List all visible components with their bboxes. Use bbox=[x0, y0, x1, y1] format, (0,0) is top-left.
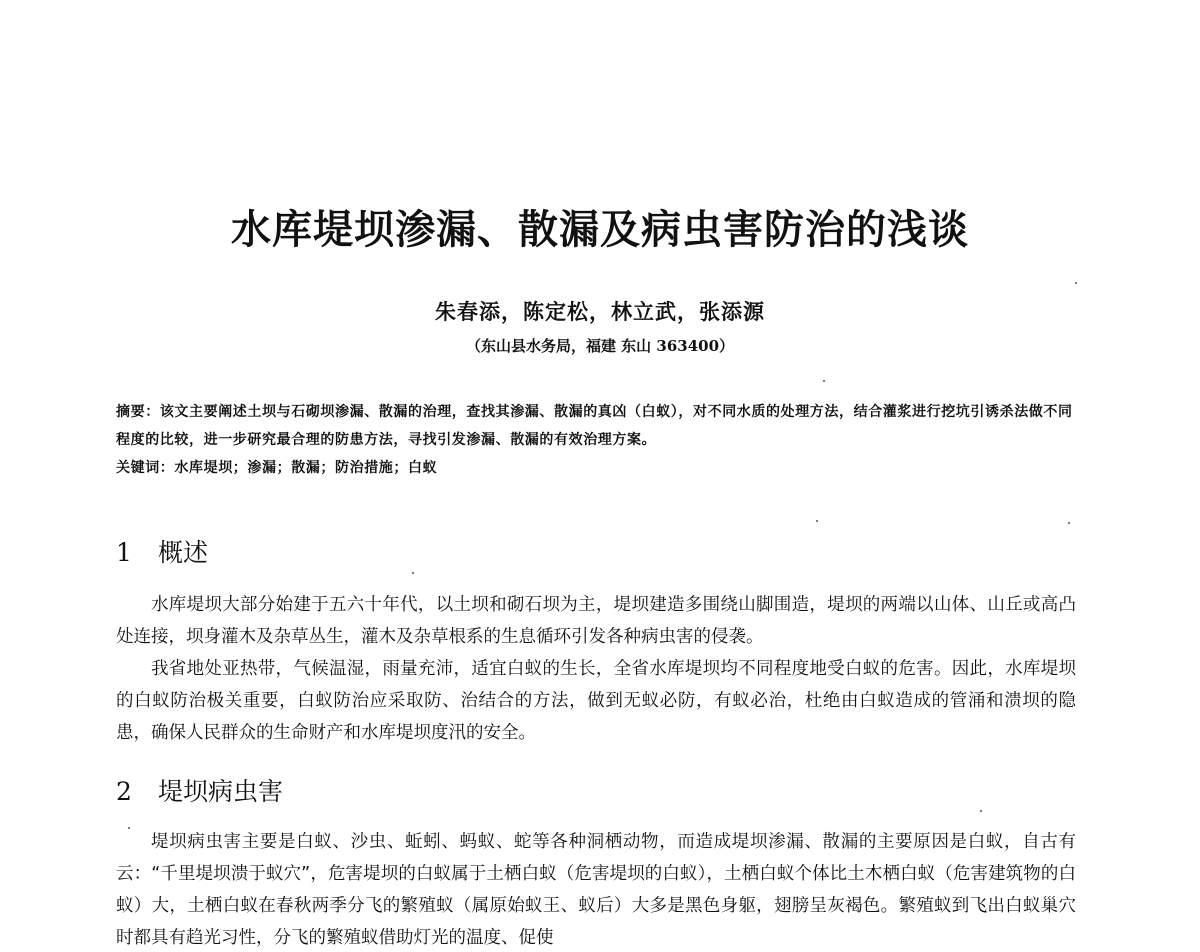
abstract-paragraph bbox=[116, 398, 1076, 454]
keywords-label: 关键词： bbox=[116, 460, 175, 476]
scan-speck bbox=[980, 810, 982, 812]
section-heading-1 bbox=[116, 536, 208, 570]
body-paragraph: 我省地处亚热带，气候温湿，雨量充沛，适宜白蚁的生长，全省水库堤坝均不同程度地受白蚁的危害。因此，水库堤坝的白蚁防治极关重要，白蚁防治应采取防、治结合的方法，做到无蚁必防，有蚁必治，杜绝由白蚁造成的管涌和溃坝的隐患，确保人民群众的生命财产和水库堤坝度汛的安全。 bbox=[116, 659, 1076, 743]
abstract-text: 该文主要阐述土坝与石砌坝渗漏、散漏的治理，查找其渗漏、散漏的真凶（白蚁），对不同水质的处理方法，结合灌浆进行挖坑引诱杀法做不同程度的比较，进一步研究最合理的防患方法，寻找引发渗漏、散漏的有效治理方案。 bbox=[116, 404, 1073, 448]
abstract-label: 摘要： bbox=[116, 404, 160, 420]
keywords-text: 水库堤坝；渗漏；散漏；防治措施；白蚁 bbox=[174, 460, 438, 476]
body-paragraph: 水库堤坝大部分始建于五六十年代，以土坝和砌石坝为主，堤坝建造多围绕山脚围造，堤坝的两端以山体、山丘或高凸处连接，坝身灌木及杂草丛生，灌木及杂草根系的生息循环引发各种病虫害的侵袭。 bbox=[116, 595, 1076, 647]
paper-title: 水库堤坝渗漏、散漏及病虫害防治的浅谈 bbox=[231, 207, 969, 253]
section-title: 堤坝病虫害 bbox=[158, 777, 284, 806]
section-body-1 bbox=[116, 589, 1076, 749]
section-heading-2 bbox=[116, 775, 283, 809]
section-body-2 bbox=[116, 826, 1076, 952]
keywords-paragraph bbox=[116, 454, 1076, 482]
scan-speck bbox=[823, 380, 825, 382]
section-title: 概述 bbox=[158, 538, 209, 567]
body-paragraph: 堤坝病虫害主要是白蚁、沙虫、蚯蚓、蚂蚁、蛇等各种洞栖动物，而造成堤坝渗漏、散漏的主要原因是白蚁，自古有云：“千里堤坝溃于蚁穴”，危害堤坝的白蚁属于土栖白蚁（危害堤坝的白蚁），土栖白蚁个体比土木栖白蚁（危害建筑物的白蚁）大，土栖白蚁在春秋两季分飞的繁殖蚁（属原始蚁王、蚁后）大多是黑色身躯，翅膀呈灰褐色。繁殖蚁到飞出白蚁巢穴时都具有趋光习性，分飞的繁殖蚁借助灯光的温度、促使 bbox=[116, 832, 1076, 948]
scan-speck bbox=[1075, 282, 1077, 284]
author-affiliation: （东山县水务局，福建 东山 363400） bbox=[465, 337, 735, 355]
section-number: 2 bbox=[116, 777, 132, 806]
abstract-block bbox=[116, 398, 1076, 482]
author-list: 朱春添，陈定松，林立武，张添源 bbox=[435, 299, 765, 324]
scan-speck bbox=[412, 572, 414, 574]
scan-speck bbox=[816, 520, 818, 522]
scan-speck bbox=[128, 827, 130, 829]
scan-speck bbox=[1068, 522, 1070, 524]
section-number: 1 bbox=[116, 538, 132, 567]
